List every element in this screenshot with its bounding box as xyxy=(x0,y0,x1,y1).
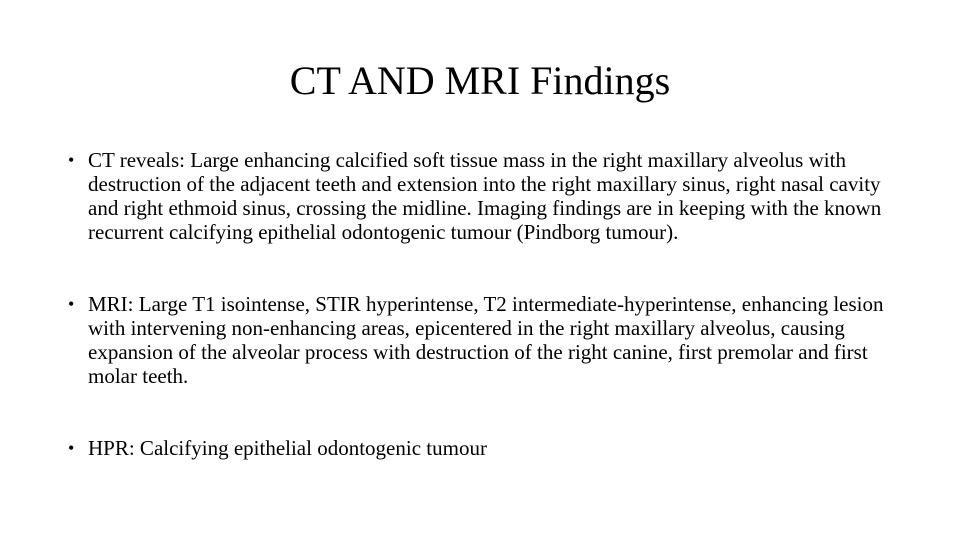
bullet-marker: • xyxy=(68,438,75,458)
bullet-hpr-findings xyxy=(66,436,896,460)
bullet-ct-findings xyxy=(66,148,896,244)
slide-title: CT AND MRI Findings xyxy=(289,58,671,103)
bullet-text: CT reveals: Large enhancing calcified soft tissue mass in the right maxillary alveolus with destruction of the adjacent teeth and extension into the right maxillary sinus, right nasal cavity and right ethmoid sinus, crossing the midline. Imaging findings are in keeping with the known recurrent calcifying epithelial odontogenic tumour (Pindborg tumour). xyxy=(88,148,882,244)
bullet-marker: • xyxy=(68,294,75,314)
bullet-list xyxy=(66,148,896,460)
bullet-marker: • xyxy=(68,150,75,170)
bullet-mri-findings xyxy=(66,292,896,388)
bullet-text: HPR: Calcifying epithelial odontogenic tumour xyxy=(88,436,487,460)
bullet-text: MRI: Large T1 isointense, STIR hyperintense, T2 intermediate-hyperintense, enhancing lesion with intervening non-enhancing areas, epicentered in the right maxillary alveolus, causing expansion of the alveolar process with destruction of the right canine, first premolar and first molar teeth. xyxy=(88,292,884,388)
